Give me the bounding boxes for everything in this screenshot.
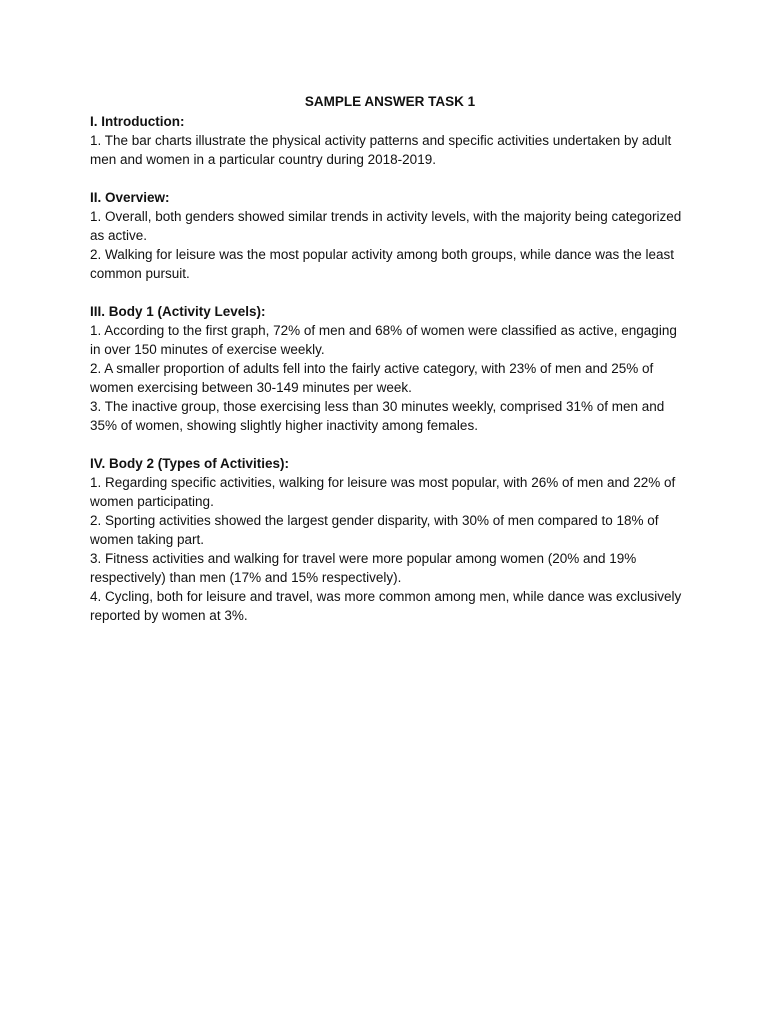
paragraph: 2. A smaller proportion of adults fell into the fairly active category, with 23% of men and 25% of women exercising between 30-149 minutes per week. bbox=[90, 361, 654, 395]
paragraph: 4. Cycling, both for leisure and travel, was more common among men, while dance was exclusively reported by women at 3%. bbox=[90, 589, 682, 623]
paragraph: 2. Walking for leisure was the most popular activity among both groups, while dance was the least common pursuit. bbox=[90, 247, 675, 281]
paragraph: 1. According to the first graph, 72% of men and 68% of women were classified as active, engaging in over 150 minutes of exercise weekly. bbox=[90, 323, 677, 357]
section-body-1 bbox=[90, 302, 690, 435]
section-introduction bbox=[90, 112, 690, 169]
section-overview bbox=[90, 188, 690, 283]
section-heading: I. Introduction: bbox=[90, 114, 185, 129]
section-heading: IV. Body 2 (Types of Activities): bbox=[90, 456, 290, 471]
paragraph: 1. Overall, both genders showed similar trends in activity levels, with the majority being categorized as active. bbox=[90, 209, 682, 243]
section-body-2 bbox=[90, 454, 690, 625]
section-heading: III. Body 1 (Activity Levels): bbox=[90, 304, 266, 319]
paragraph: 1. The bar charts illustrate the physical activity patterns and specific activities undertaken by adult men and women in a particular country during 2018-2019. bbox=[90, 133, 672, 167]
document-page bbox=[90, 92, 690, 644]
document-title: SAMPLE ANSWER TASK 1 bbox=[304, 94, 476, 109]
paragraph: 2. Sporting activities showed the largest gender disparity, with 30% of men compared to 18% of women taking part. bbox=[90, 513, 659, 547]
paragraph: 3. The inactive group, those exercising less than 30 minutes weekly, comprised 31% of men and 35% of women, showing slightly higher inactivity among females. bbox=[90, 399, 665, 433]
paragraph: 1. Regarding specific activities, walking for leisure was most popular, with 26% of men and 22% of women participating. bbox=[90, 475, 676, 509]
section-heading: II. Overview: bbox=[90, 190, 170, 205]
paragraph: 3. Fitness activities and walking for travel were more popular among women (20% and 19% respectively) than men (17% and 15% respectively). bbox=[90, 551, 637, 585]
